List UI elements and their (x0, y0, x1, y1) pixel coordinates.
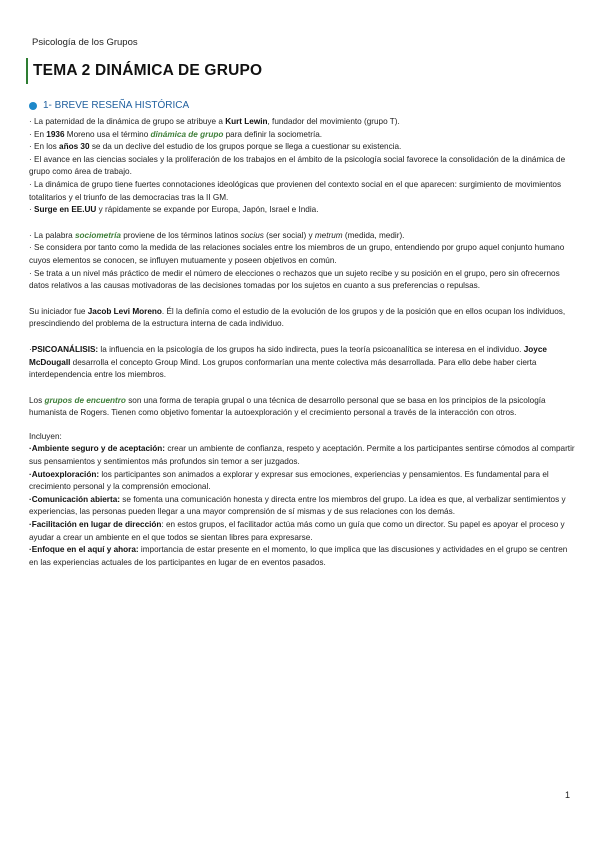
section-heading (29, 100, 189, 111)
list-item: ·Enfoque en el aquí y ahora: importancia de estar presente en el momento, lo que implica que las discusiones y actividades en el grupo se centren en las experiencias actuales de los participantes en lugar de en eventos pasados. (29, 545, 568, 567)
paragraph: · Se trata a un nivel más práctico de medir el número de elecciones o rechazos que un sujeto recibe y su posición en el grupo, pero sin ofrecernos datos relativos a las causas motivadoras de las decisiones tomadas por los sujetos en cuanto a sus preferencias o repulsas. (29, 268, 560, 291)
section-title: 1- BREVE RESEÑA HISTÓRICA (43, 100, 190, 111)
list-item: ·Facilitación en lugar de dirección: en estos grupos, el facilitador actúa más como un guía que como un director. Su papel es apoyar el proceso y ayudar a crear un ambiente en el que todos se sientan libres para expresarse. (29, 520, 565, 542)
blue-dot-icon (29, 102, 37, 110)
document-body (29, 116, 577, 569)
paragraph: Su iniciador fue Jacob Levi Moreno. Él la definía como el estudio de la evolución de los grupos y de la posición que en ellos ocupan los individuos, prescindiendo del problema de la estructura interna de cada individuo. (29, 306, 566, 329)
page-title: TEMA 2 DINÁMICA DE GRUPO (33, 62, 263, 79)
paragraph: · Surge en EE.UU y rápidamente se expande por Europa, Japón, Israel e India. (29, 205, 319, 215)
title-block (26, 58, 262, 84)
paragraph: · En los años 30 se da un declive del estudio de los grupos porque se llega a cuestionar su existencia. (29, 142, 402, 152)
paragraph: · La paternidad de la dinámica de grupo se atribuye a Kurt Lewin, fundador del movimiento (grupo T). (29, 117, 400, 126)
page-number: 1 (565, 790, 571, 800)
list-item: ·Autoexploración: los participantes son animados a explorar y expresar sus emociones, experiencias y pensamientos. Es fundamental para el crecimiento personal y la comprensión emocional. (29, 469, 549, 492)
paragraph: Incluyen: (29, 431, 62, 441)
paragraph: ·PSICOANÁLISIS: la influencia en la psicología de los grupos ha sido indirecta, pues la teoría psicoanalítica se interesa en el individuo. Joyce McDougall desarrolla el concepto Group Mind. Los grupos conformarían una mente colectiva más desarrollada. Para ello debe haber cierta interdependencia entre los miembros. (29, 344, 547, 380)
course-header: Psicología de los Grupos (32, 37, 138, 48)
paragraph: Los grupos de encuentro son una forma de terapia grupal o una técnica de desarrollo personal que se basa en los principios de la psicología humanista de Rogers. Tienen como objetivo fomentar la autoexploración y el crecimiento personal a través de la interacción con otros. (29, 395, 546, 418)
paragraph: · La palabra sociometría proviene de los términos latinos socius (ser social) y metrum (medida, medir). (29, 230, 405, 240)
list-item: ·Comunicación abierta: se fomenta una comunicación honesta y directa entre los miembros del grupo. La idea es que, al verbalizar sentimientos y experiencias, las personas pueden llegar a una mayor comprensión de sí mismas y de sus relaciones con los demás. (29, 494, 566, 517)
paragraph: · El avance en las ciencias sociales y la proliferación de los trabajos en el ámbito de la psicología social favorece la consolidación de la dinámica de grupo como área de trabajo. (29, 154, 566, 177)
paragraph: · Se considera por tanto como la medida de las relaciones sociales entre los miembros de un grupo, entendiendo por grupo aquel conjunto humano cuyos elementos se conocen, se influyen mutuamente y poseen objetivos en común. (29, 243, 565, 265)
paragraph: · La dinámica de grupo tiene fuertes connotaciones ideológicas que provienen del contexto social en el que aparecen: surgimiento de movimientos totalitarios y el triunfo de las democracias tras la II GM. (29, 179, 562, 202)
paragraph: · En 1936 Moreno usa el término dinámica de grupo para definir la sociometría. (29, 129, 323, 139)
list-item: ·Ambiente seguro y de aceptación: crear un ambiente de confianza, respeto y aceptación. Permite a los participantes sentirse cómodos al compartir sus pensamientos y sentimientos más profundos sin temor a ser juzgados. (29, 444, 575, 467)
